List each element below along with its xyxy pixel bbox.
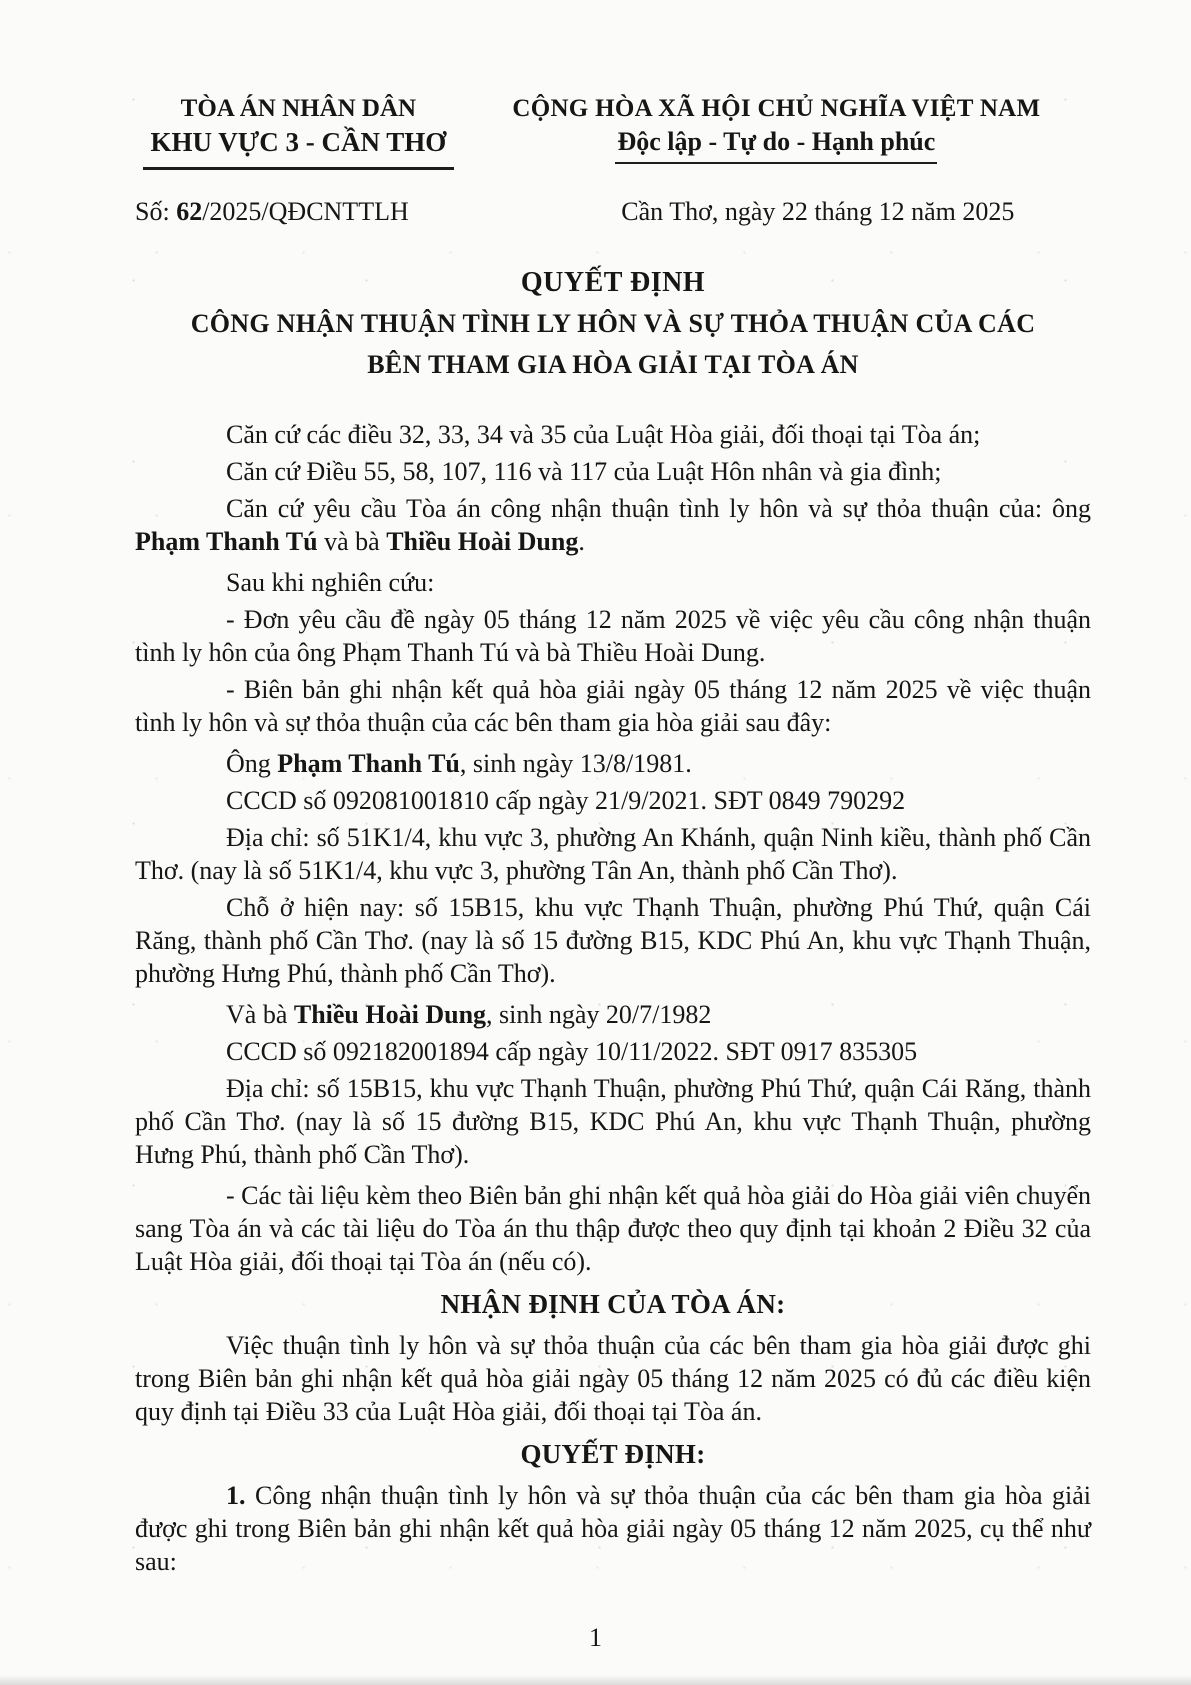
text-run: Và bà [226,1000,294,1029]
paragraph-husband-cccd: CCCD số 092081001810 cấp ngày 21/9/2021. SĐT 0849 790292 [226,786,906,815]
paragraph-decision-item-1 [135,1479,1091,1578]
text-run: . [578,527,585,556]
text-run: , sinh ngày 13/8/1981. [459,749,692,778]
section-heading-court-findings: NHẬN ĐỊNH CỦA TÒA ÁN: [440,1289,786,1319]
paragraph-legal-basis-3 [135,492,1091,558]
wife-name: Thiều Hoài Dung [386,527,579,556]
decision-subtitle-line2: BÊN THAM GIA HÒA GIẢI TẠI TÒA ÁN [367,350,859,379]
text-run: Công nhận thuận tình ly hôn và sự thỏa thuận của các bên tham gia hòa giải được ghi trong Biên bản ghi nhận kết quả hòa giải ngày 05 tháng 12 năm 2025, cụ thể như sau: [135,1481,1091,1576]
doc-number-suffix: /2025/QĐCNTTLH [202,197,409,226]
number-date-row [135,197,1091,227]
scan-edge-artifact [0,1675,1191,1685]
wife-name: Thiều Hoài Dung [293,1000,487,1029]
page-number: 1 [589,1623,602,1652]
national-motto: Độc lập - Tự do - Hạnh phúc [615,125,937,164]
paragraph-wife-cccd: CCCD số 092182001894 cấp ngày 10/11/2022. SĐT 0917 835305 [226,1037,918,1066]
paragraph-husband-residence: Chỗ ở hiện nay: số 15B15, khu vực Thạnh Thuận, phường Phú Thứ, quận Cái Răng, thành phố Cần Thơ. (nay là số 15 đường B15, KDC Phú An, khu vực Thạnh Thuận, phường Hưng Phú, thành phố Cần Thơ). [135,893,1091,988]
paragraph-after-review: Sau khi nghiên cứu: [226,568,435,597]
text-run: Căn cứ yêu cầu Tòa án công nhận thuận tình ly hôn và sự thỏa thuận của: [226,494,1052,523]
item-number: 1. [226,1481,246,1510]
text-run: Ông [226,749,278,778]
section-heading-decision: QUYẾT ĐỊNH: [520,1439,706,1469]
paragraph-attached-documents: - Các tài liệu kèm theo Biên bản ghi nhận kết quả hòa giải do Hòa giải viên chuyển sang Tòa án và các tài liệu do Tòa án thu thập được theo quy định tại khoản 2 Điều 32 của Luật Hòa giải, đối thoại tại Tòa án (nếu có). [135,1181,1091,1276]
paragraph-legal-basis-2: Căn cứ Điều 55, 58, 107, 116 và 117 của Luật Hôn nhân và gia đình; [226,457,942,486]
place-and-date: Cần Thơ, ngày 22 tháng 12 năm 2025 [621,197,1015,226]
decision-title: QUYẾT ĐỊNH [520,267,706,298]
paragraph-husband-address: Địa chỉ: số 51K1/4, khu vực 3, phường An Khánh, quận Ninh kiều, thành phố Cần Thơ. (nay là số 51K1/4, khu vực 3, phường Tân An, thành phố Cần Thơ). [135,823,1091,885]
doc-number-value: 62 [176,197,203,226]
court-name: TÒA ÁN NHÂN DÂN [180,95,417,122]
paragraph-petition: - Đơn yêu cầu đề ngày 05 tháng 12 năm 2025 về việc yêu cầu công nhận thuận tình ly hôn của ông Phạm Thanh Tú và bà Thiều Hoài Dung. [135,605,1091,667]
paragraph-wife-address: Địa chỉ: số 15B15, khu vực Thạnh Thuận, phường Phú Thứ, quận Cái Răng, thành phố Cần Thơ. (nay là số 15 đường B15, KDC Phú An, khu vực Thạnh Thuận, phường Hưng Phú, thành phố Cần Thơ). [135,1074,1091,1169]
doc-number-label: Số: [135,197,177,226]
issuing-court-block [135,92,462,170]
husband-name: Phạm Thanh Tú [277,749,460,778]
text-run: ông [1052,494,1091,523]
paragraph-mediation-record: - Biên bản ghi nhận kết quả hòa giải ngày 05 tháng 12 năm 2025 về việc thuận tình ly hôn và sự thỏa thuận của các bên tham gia hòa giải sau đây: [135,675,1091,737]
text-run: , sinh ngày 20/7/1982 [486,1000,712,1029]
document-header [135,92,1091,170]
document-number [135,197,545,227]
court-region: KHU VỰC 3 - CẦN THƠ [143,125,455,170]
paragraph-wife-identity [135,998,1091,1031]
paragraph-husband-identity [135,747,1091,780]
paragraph-legal-basis-1: Căn cứ các điều 32, 33, 34 và 35 của Luật Hòa giải, đối thoại tại Tòa án; [226,420,981,449]
husband-name: Phạm Thanh Tú [135,527,318,556]
decision-subtitle-line1: CÔNG NHẬN THUẬN TÌNH LY HÔN VÀ SỰ THỎA THUẬN CỦA CÁC [190,309,1036,338]
document-body [135,418,1091,1578]
text-run: và bà [317,527,387,556]
national-motto-block [462,92,1091,164]
country-title: CỘNG HÒA XÃ HỘI CHỦ NGHĨA VIỆT NAM [512,95,1041,122]
paragraph-court-findings: Việc thuận tình ly hôn và sự thỏa thuận của các bên tham gia hòa giải được ghi trong Biên bản ghi nhận kết quả hòa giải ngày 05 tháng 12 năm 2025 có đủ các điều kiện quy định tại Điều 33 của Luật Hòa giải, đối thoại tại Tòa án. [135,1331,1091,1426]
decision-title-block [135,263,1091,385]
